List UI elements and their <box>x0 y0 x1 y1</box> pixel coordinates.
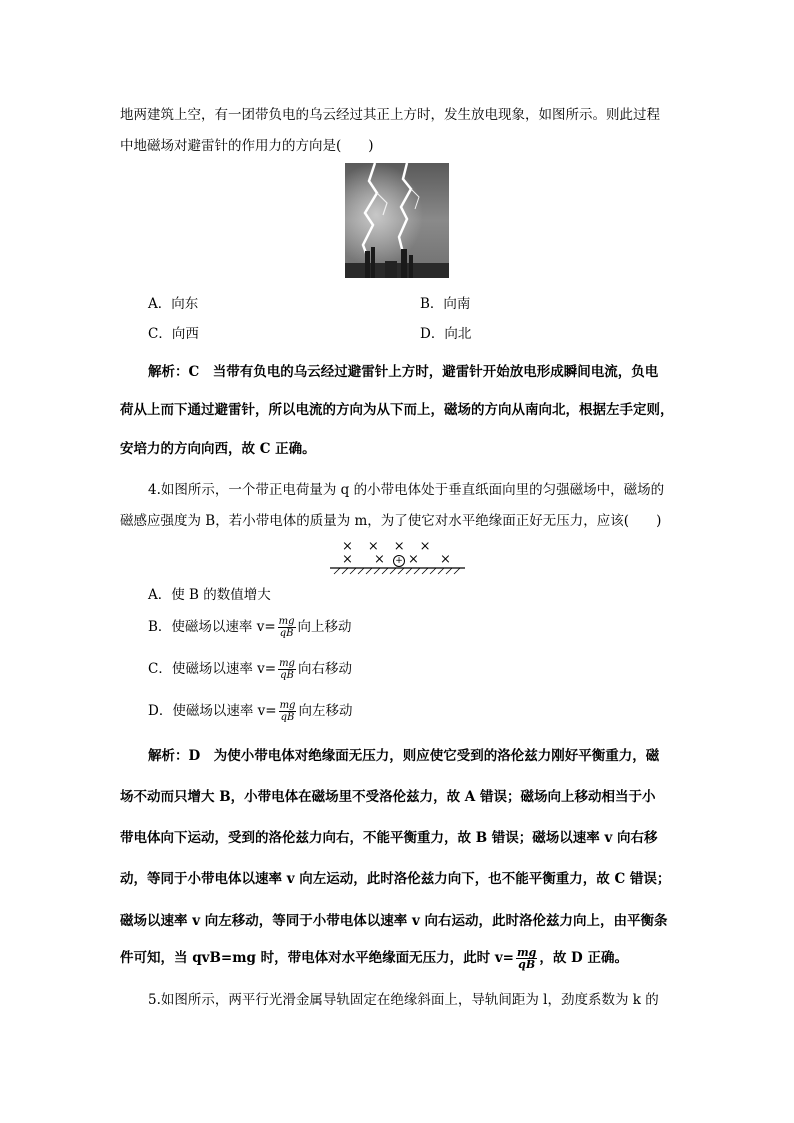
charge-sign: + <box>395 556 403 566</box>
q4-solution-line-1: 解析：D 为使小带电体对绝缘面无压力，则应使它受到的洛伦兹力刚好平衡重力，磁 <box>148 748 660 764</box>
field-x-mark: × <box>342 552 353 567</box>
q3-solution-line-3: 安培力的方向向西，故 C 正确。 <box>120 441 316 457</box>
q4-solution-line-5: 磁场以速率 v 向左移动，等同于小带电体以速率 v 向右运动，此时洛伦兹力向上，由平衡条 <box>120 913 668 929</box>
q4-option-b-suffix: 向上移动 <box>297 619 352 635</box>
fraction-denominator: qB <box>280 670 294 681</box>
q4-solution-line-3: 带电体向下运动，受到的洛伦兹力向右，不能平衡重力，故 B 错误；磁场以速率 v 向右移 <box>120 830 658 846</box>
q3-option-b: B．向南 <box>420 296 471 312</box>
q4-option-d-prefix: D．使磁场以速率 v= <box>148 703 277 719</box>
fraction-numerator: mg <box>517 946 537 959</box>
velocity-fraction <box>516 947 537 970</box>
q4-option-c-prefix: C．使磁场以速率 v= <box>148 661 277 677</box>
q4-stem-line-1: 4.如图所示，一个带正电荷量为 q 的小带电体处于垂直纸面向里的匀强磁场中，磁场的 <box>148 482 665 498</box>
field-row-2 <box>342 552 462 568</box>
fraction-numerator: mg <box>279 658 295 669</box>
fraction-denominator: qB <box>279 628 294 639</box>
charged-body <box>393 555 405 567</box>
q3-option-a: A．向东 <box>148 296 199 312</box>
intro-line-2: 中地磁场对避雷针的作用力的方向是( ) <box>120 138 374 154</box>
velocity-fraction <box>279 700 297 723</box>
q4-stem-line-2: 磁感应强度为 B，若小带电体的质量为 m，为了使它对水平绝缘面正好无压力，应该( ) <box>120 513 662 529</box>
q4-solution-line-6-prefix: 件可知，当 qvB=mg 时，带电体对水平绝缘面无压力，此时 v= <box>120 950 514 966</box>
fraction-denominator: qB <box>518 958 536 971</box>
q4-solution-line-2: 场不动而只增大 B，小带电体在磁场里不受洛伦兹力，故 A 错误；磁场向上移动相当于小 <box>120 789 656 805</box>
q4-option-c <box>148 657 352 681</box>
q3-option-c: C．向西 <box>148 326 199 342</box>
q3-solution-line-2: 荷从上而下通过避雷针，所以电流的方向为从下而上，磁场的方向从南向北，根据左手定则， <box>120 402 674 418</box>
field-x-mark: × <box>374 552 385 567</box>
field-row-1: × × × × <box>342 539 432 554</box>
velocity-fraction <box>278 658 296 681</box>
fraction-numerator: mg <box>279 700 296 711</box>
q4-option-d <box>148 699 352 723</box>
fraction-denominator: qB <box>280 712 295 723</box>
q4-option-c-suffix: 向右移动 <box>297 661 352 677</box>
intro-line-1: 地两建筑上空，有一团带负电的乌云经过其正上方时，发生放电现象，如图所示。则此过程 <box>120 107 660 123</box>
q3-solution-line-1: 解析：C 当带有负电的乌云经过避雷针上方时，避雷针开始放电形成瞬间电流，负电 <box>148 364 659 380</box>
insulating-surface <box>330 567 465 575</box>
q4-option-a: A．使 B 的数值增大 <box>148 587 271 603</box>
q4-option-d-suffix: 向左移动 <box>298 703 353 719</box>
lightning-photo <box>345 163 449 278</box>
q5-stem-line-1: 5.如图所示，两平行光滑金属导轨固定在绝缘斜面上，导轨间距为 l，劲度系数为 k 的 <box>148 992 659 1008</box>
q4-solution-line-6 <box>120 946 628 970</box>
q4-solution-line-6-suffix: ，故 D 正确。 <box>539 950 628 966</box>
magnetic-field-diagram <box>330 535 465 575</box>
q4-option-b-prefix: B．使磁场以速率 v= <box>148 619 276 635</box>
field-x-mark: × <box>408 552 419 567</box>
q3-option-d: D．向北 <box>420 326 472 342</box>
velocity-fraction <box>278 616 296 639</box>
q4-option-b <box>148 615 352 639</box>
field-x-mark: × <box>440 552 451 567</box>
q4-solution-line-4: 动，等同于小带电体以速率 v 向左运动，此时洛伦兹力向下，也不能平衡重力，故 C 错误； <box>120 871 671 887</box>
fraction-numerator: mg <box>278 616 295 627</box>
